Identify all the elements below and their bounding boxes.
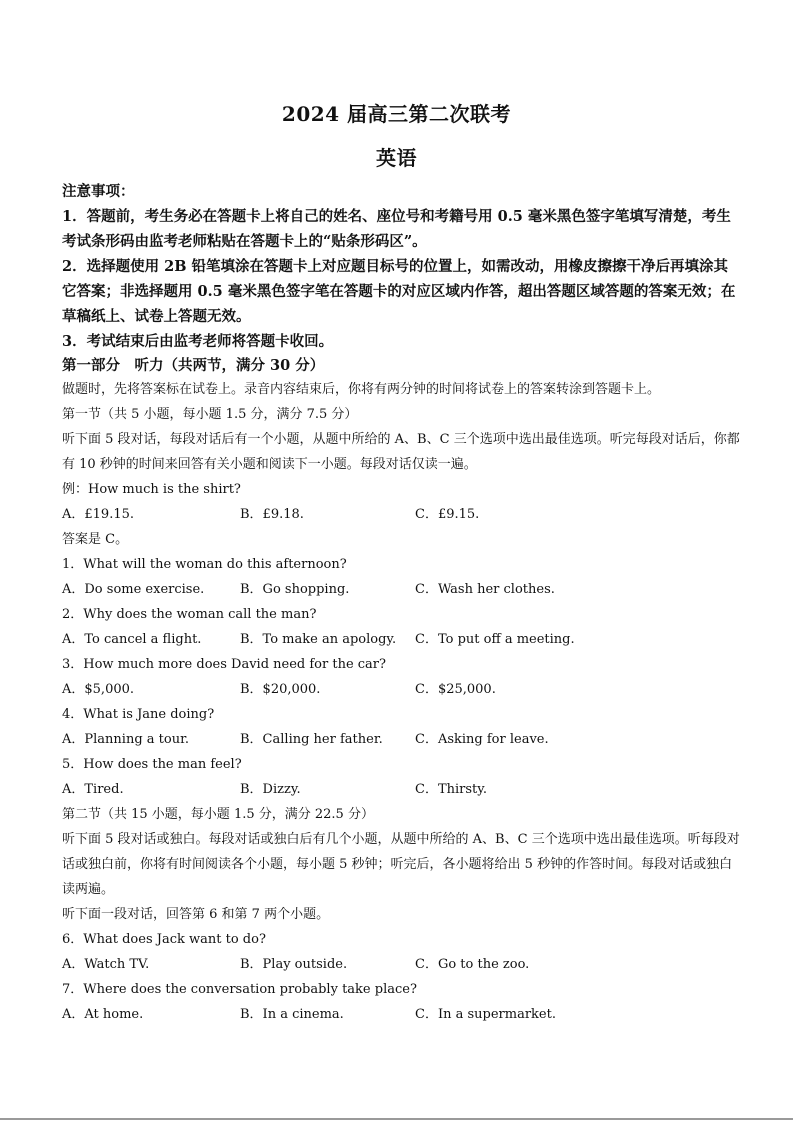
note-item-2: 2．选择题使用 2B 铅笔填涂在答题卡上对应题目标号的位置上，如需改动，用橡皮擦擦干净后再填涂其它答案；非选择题用 0.5 毫米黑色签字笔在答题卡的对应区域内作答，超出答题区域答题的答案无效；在草稿纸上、试卷上答题无效。 xyxy=(62,258,736,325)
question-2-option-a: A．To cancel a flight. xyxy=(62,632,202,647)
question-4-option-a: A．Planning a tour. xyxy=(62,732,189,747)
question-1-option-c: C．Wash her clothes. xyxy=(415,582,555,597)
note-item-1: 1．答题前，考生务必在答题卡上将自己的姓名、座位号和考籍号用 0.5 毫米黑色签字笔填写清楚，考生考试条形码由监考老师粘贴在答题卡上的“贴条形码区”。 xyxy=(62,208,731,250)
part1-heading: 第一部分 听力（共两节，满分 30 分） xyxy=(62,357,325,374)
question-3-options xyxy=(62,677,742,702)
question-1-option-a: A．Do some exercise. xyxy=(62,582,205,597)
question-5-option-b: B．Dizzy. xyxy=(240,782,301,797)
section2-heading: 第二节（共 15 小题，每小题 1.5 分，满分 22.5 分） xyxy=(62,807,374,822)
section1-instruction: 听下面 5 段对话，每段对话后有一个小题，从题中所给的 A、B、C 三个选项中选出最佳选项。听完每段对话后，你都有 10 秒钟的时间来回答有关小题和阅读下一小题。每段对话仅读一遍。 xyxy=(62,432,740,472)
question-4-option-c: C．Asking for leave. xyxy=(415,732,549,747)
question-2: 2．Why does the woman call the man? xyxy=(62,607,317,622)
question-4-options xyxy=(62,727,742,752)
question-3-option-a: A．$5,000. xyxy=(62,682,135,697)
example-option-c: C．£9.15. xyxy=(415,507,480,522)
question-7-option-c: C．In a supermarket. xyxy=(415,1007,556,1022)
question-6: 6．What does Jack want to do? xyxy=(62,932,266,947)
exam-title: 2024 届高三第二次联考 xyxy=(281,102,512,126)
question-6-options xyxy=(62,952,742,977)
question-7-options xyxy=(62,1002,742,1027)
question-5: 5．How does the man feel? xyxy=(62,757,242,772)
question-3: 3．How much more does David need for the car? xyxy=(62,657,386,672)
subject-title: 英语 xyxy=(376,146,417,170)
question-5-option-a: A．Tired. xyxy=(62,782,124,797)
question-7-option-a: A．At home. xyxy=(62,1007,144,1022)
question-6-option-a: A．Watch TV. xyxy=(62,957,150,972)
question-5-options xyxy=(62,777,742,802)
question-3-option-c: C．$25,000. xyxy=(415,682,496,697)
section2-sub-instruction: 听下面一段对话，回答第 6 和第 7 两个小题。 xyxy=(62,907,330,922)
example-options xyxy=(62,502,742,527)
page-bottom-rule xyxy=(0,1118,793,1120)
example-question: 例：How much is the shirt? xyxy=(62,482,241,497)
question-6-option-c: C．Go to the zoo. xyxy=(415,957,530,972)
question-1-options xyxy=(62,577,742,602)
question-5-option-c: C．Thirsty. xyxy=(415,782,488,797)
example-option-b: B．£9.18. xyxy=(240,507,304,522)
question-2-options xyxy=(62,627,742,652)
listening-section xyxy=(62,377,742,1027)
section1-heading: 第一节（共 5 小题，每小题 1.5 分，满分 7.5 分） xyxy=(62,407,358,422)
notes-section xyxy=(62,180,742,354)
example-option-a: A．£19.15. xyxy=(62,507,135,522)
part1-instruction: 做题时，先将答案标在试卷上。录音内容结束后，你将有两分钟的时间将试卷上的答案转涂到答题卡上。 xyxy=(62,382,661,397)
question-1: 1．What will the woman do this afternoon? xyxy=(62,557,347,572)
question-3-option-b: B．$20,000. xyxy=(240,682,321,697)
question-4: 4．What is Jane doing? xyxy=(62,707,215,722)
section2-instruction: 听下面 5 段对话或独白。每段对话或独白后有几个小题，从题中所给的 A、B、C 三个选项中选出最佳选项。听每段对话或独白前，你将有时间阅读各个小题，每小题 5 秒钟；听完后，各小题将给出 5 秒钟的作答时间。每段对话或独白读两遍。 xyxy=(62,832,740,897)
question-7-option-b: B．In a cinema. xyxy=(240,1007,344,1022)
question-2-option-c: C．To put off a meeting. xyxy=(415,632,575,647)
notes-heading: 注意事项： xyxy=(62,183,135,200)
question-4-option-b: B．Calling her father. xyxy=(240,732,383,747)
question-6-option-b: B．Play outside. xyxy=(240,957,348,972)
question-2-option-b: B．To make an apology. xyxy=(240,632,397,647)
question-7: 7．Where does the conversation probably take place? xyxy=(62,982,417,997)
note-item-3: 3．考试结束后由监考老师将答题卡收回。 xyxy=(62,333,334,350)
question-1-option-b: B．Go shopping. xyxy=(240,582,350,597)
example-answer: 答案是 C。 xyxy=(62,532,129,547)
